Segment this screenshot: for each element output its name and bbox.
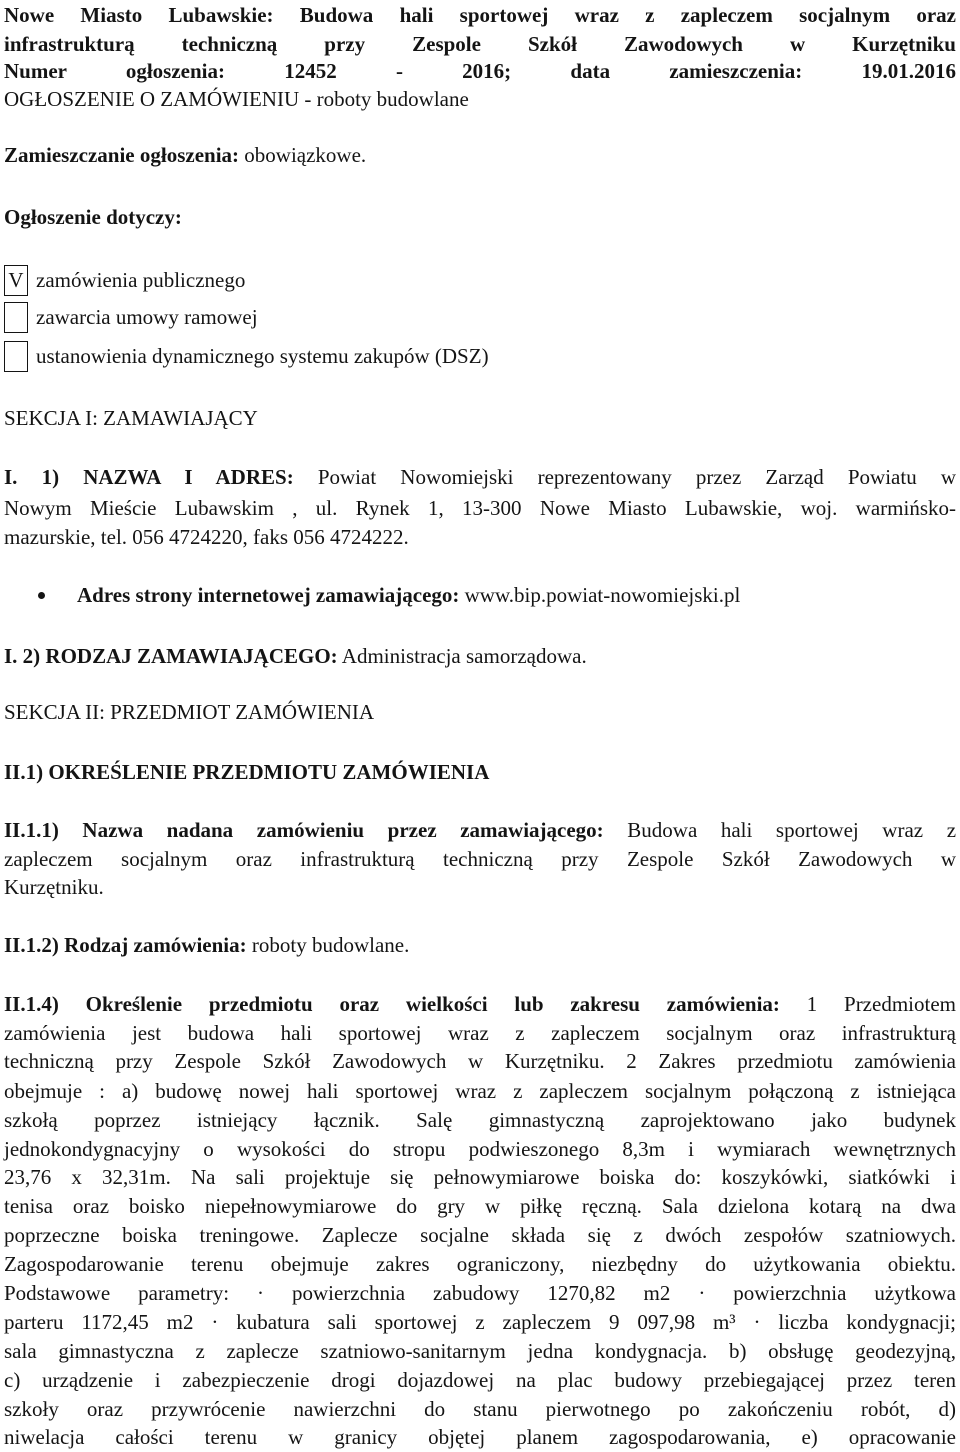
section2-subtitle: II.1) OKREŚLENIE PRZEDMIOTU ZAMÓWIENIA (4, 760, 490, 784)
option-label: zawarcia umowy ramowej (36, 304, 258, 329)
option-dynamic-purchasing (4, 338, 489, 374)
website-link[interactable]: www.bip.powiat-nowomiejski.pl (464, 583, 741, 607)
section1-title: SEKCJA I: ZAMAWIAJĄCY (4, 406, 258, 430)
desc-line-11: parteru 1172,45 m2 · kubatura sali sportowej z zapleczem 9 097,98 m³ · liczba kondygnacji; (4, 1310, 956, 1334)
header-meta-line: Numer ogłoszenia: 12452 - 2016; data zamieszczenia: 19.01.2016 (4, 59, 956, 83)
placement-value: obowiązkowe. (244, 143, 367, 167)
order-name-line2: zapleczem socjalnym oraz infrastrukturą techniczną przy Zespole Szkół Zawodowych w (4, 847, 956, 871)
section1-name-line3: mazurskie, tel. 056 4724220, faks 056 4724222. (4, 525, 409, 549)
option-label: zamówienia publicznego (36, 267, 246, 292)
checkbox-checked: V (4, 265, 28, 296)
desc-line-1: zamówienia jest budowa hali sportowej wraz z zapleczem socjalnym oraz infrastrukturą (4, 1021, 956, 1045)
desc-line-0: II.1.4) Określenie przedmiotu oraz wielkości lub zakresu zamówienia: 1 Przedmiotem (4, 992, 956, 1016)
desc-line-4: szkołą poprzez istniejący łącznik. Salę gimnastyczną zaprojektowano jako budynek (4, 1108, 956, 1132)
order-kind-line: II.1.2) Rodzaj zamówienia: roboty budowlane. (4, 933, 410, 957)
bullet-icon (38, 592, 45, 599)
desc-line-3: obejmuje : a) budowę nowej hali sportowej wraz z zapleczem socjalnym połączoną z istniejąca (4, 1079, 956, 1103)
desc-line-13: c) urządzenie i zabezpieczenie drogi dojazdowej na plac budowy przebiegającej przez teren (4, 1368, 956, 1392)
option-public-order (4, 262, 245, 298)
order-name-line1: II.1.1) Nazwa nadana zamówieniu przez zamawiającego: Budowa hali sportowej wraz z (4, 818, 957, 842)
checkbox-empty (4, 302, 28, 333)
desc-line-10: Podstawowe parametry: · powierzchnia zabudowy 1270,82 m2 · powierzchnia użytkowa (4, 1281, 956, 1305)
option-label: ustanowienia dynamicznego systemu zakupów (DSZ) (36, 343, 489, 368)
desc-line-14: szkoły oraz przywrócenie nawierzchni do stanu pierwotnego po zakończeniu robót, d) (4, 1397, 956, 1421)
concerns-heading: Ogłoszenie dotyczy: (4, 205, 182, 229)
desc-line-6: 23,76 x 32,31m. Na sali projektuje się pełnowymiarowe boiska do: koszykówki, siatkówki i (4, 1165, 956, 1189)
website-label: Adres strony internetowej zamawiającego: (77, 583, 460, 607)
order-name-line3: Kurzętniku. (4, 875, 104, 899)
desc-line-9: Zagospodarowanie terenu obejmuje zakres ograniczony, niezbędny do użytkowania obiektu. (4, 1252, 956, 1276)
desc-line-8: poprzeczne boiska treningowe. Zaplecze socjalne składa się z dwóch zespołów szatniowych. (4, 1223, 956, 1247)
desc-line-12: sala gimnastyczna z zaplecze szatniowo-sanitarnym jedna kondygnacja. b) obsługę geodezyjną, (4, 1339, 956, 1363)
placement-label: Zamieszczanie ogłoszenia: (4, 143, 240, 167)
desc-line-2: techniczną przy Zespole Szkół Zawodowych w Kurzętniku. 2 Zakres przedmiotu zamówienia (4, 1049, 956, 1073)
checkbox-empty (4, 341, 28, 372)
section1-type-line: I. 2) RODZAJ ZAMAWIAJĄCEGO: Administracja samorządowa. (4, 644, 587, 668)
placement-line (4, 141, 956, 170)
section2-title: SEKCJA II: PRZEDMIOT ZAMÓWIENIA (4, 700, 375, 724)
header-title-line2: infrastrukturą techniczną przy Zespole Szkół Zawodowych w Kurzętniku (4, 32, 956, 56)
section1-name-line1: I. 1) NAZWA I ADRES: Powiat Nowomiejski reprezentowany przez Zarząd Powiatu w (4, 465, 956, 489)
website-bullet (38, 581, 740, 610)
desc-line-7: tenisa oraz boisko niepełnowymiarowe do gry w piłkę ręczną. Sala dzielona kotarą na dwa (4, 1194, 956, 1218)
option-framework-agreement (4, 299, 258, 335)
desc-line-15: niwelacja całości terenu w granicy objętej planem zagospodarowania, e) opracowanie (4, 1425, 956, 1449)
section1-name-line2: Nowym Mieście Lubawskim , ul. Rynek 1, 13-300 Nowe Miasto Lubawskie, woj. warmińsko- (4, 496, 956, 520)
header-title-line1: Nowe Miasto Lubawskie: Budowa hali sportowej wraz z zapleczem socjalnym oraz (4, 3, 956, 27)
desc-line-5: jednokondygnacyjny o wysokości do stropu podwieszonego 8,3m i wymiarach wewnętrznych (4, 1137, 956, 1161)
notice-type-line: OGŁOSZENIE O ZAMÓWIENIU - roboty budowlane (4, 87, 469, 111)
